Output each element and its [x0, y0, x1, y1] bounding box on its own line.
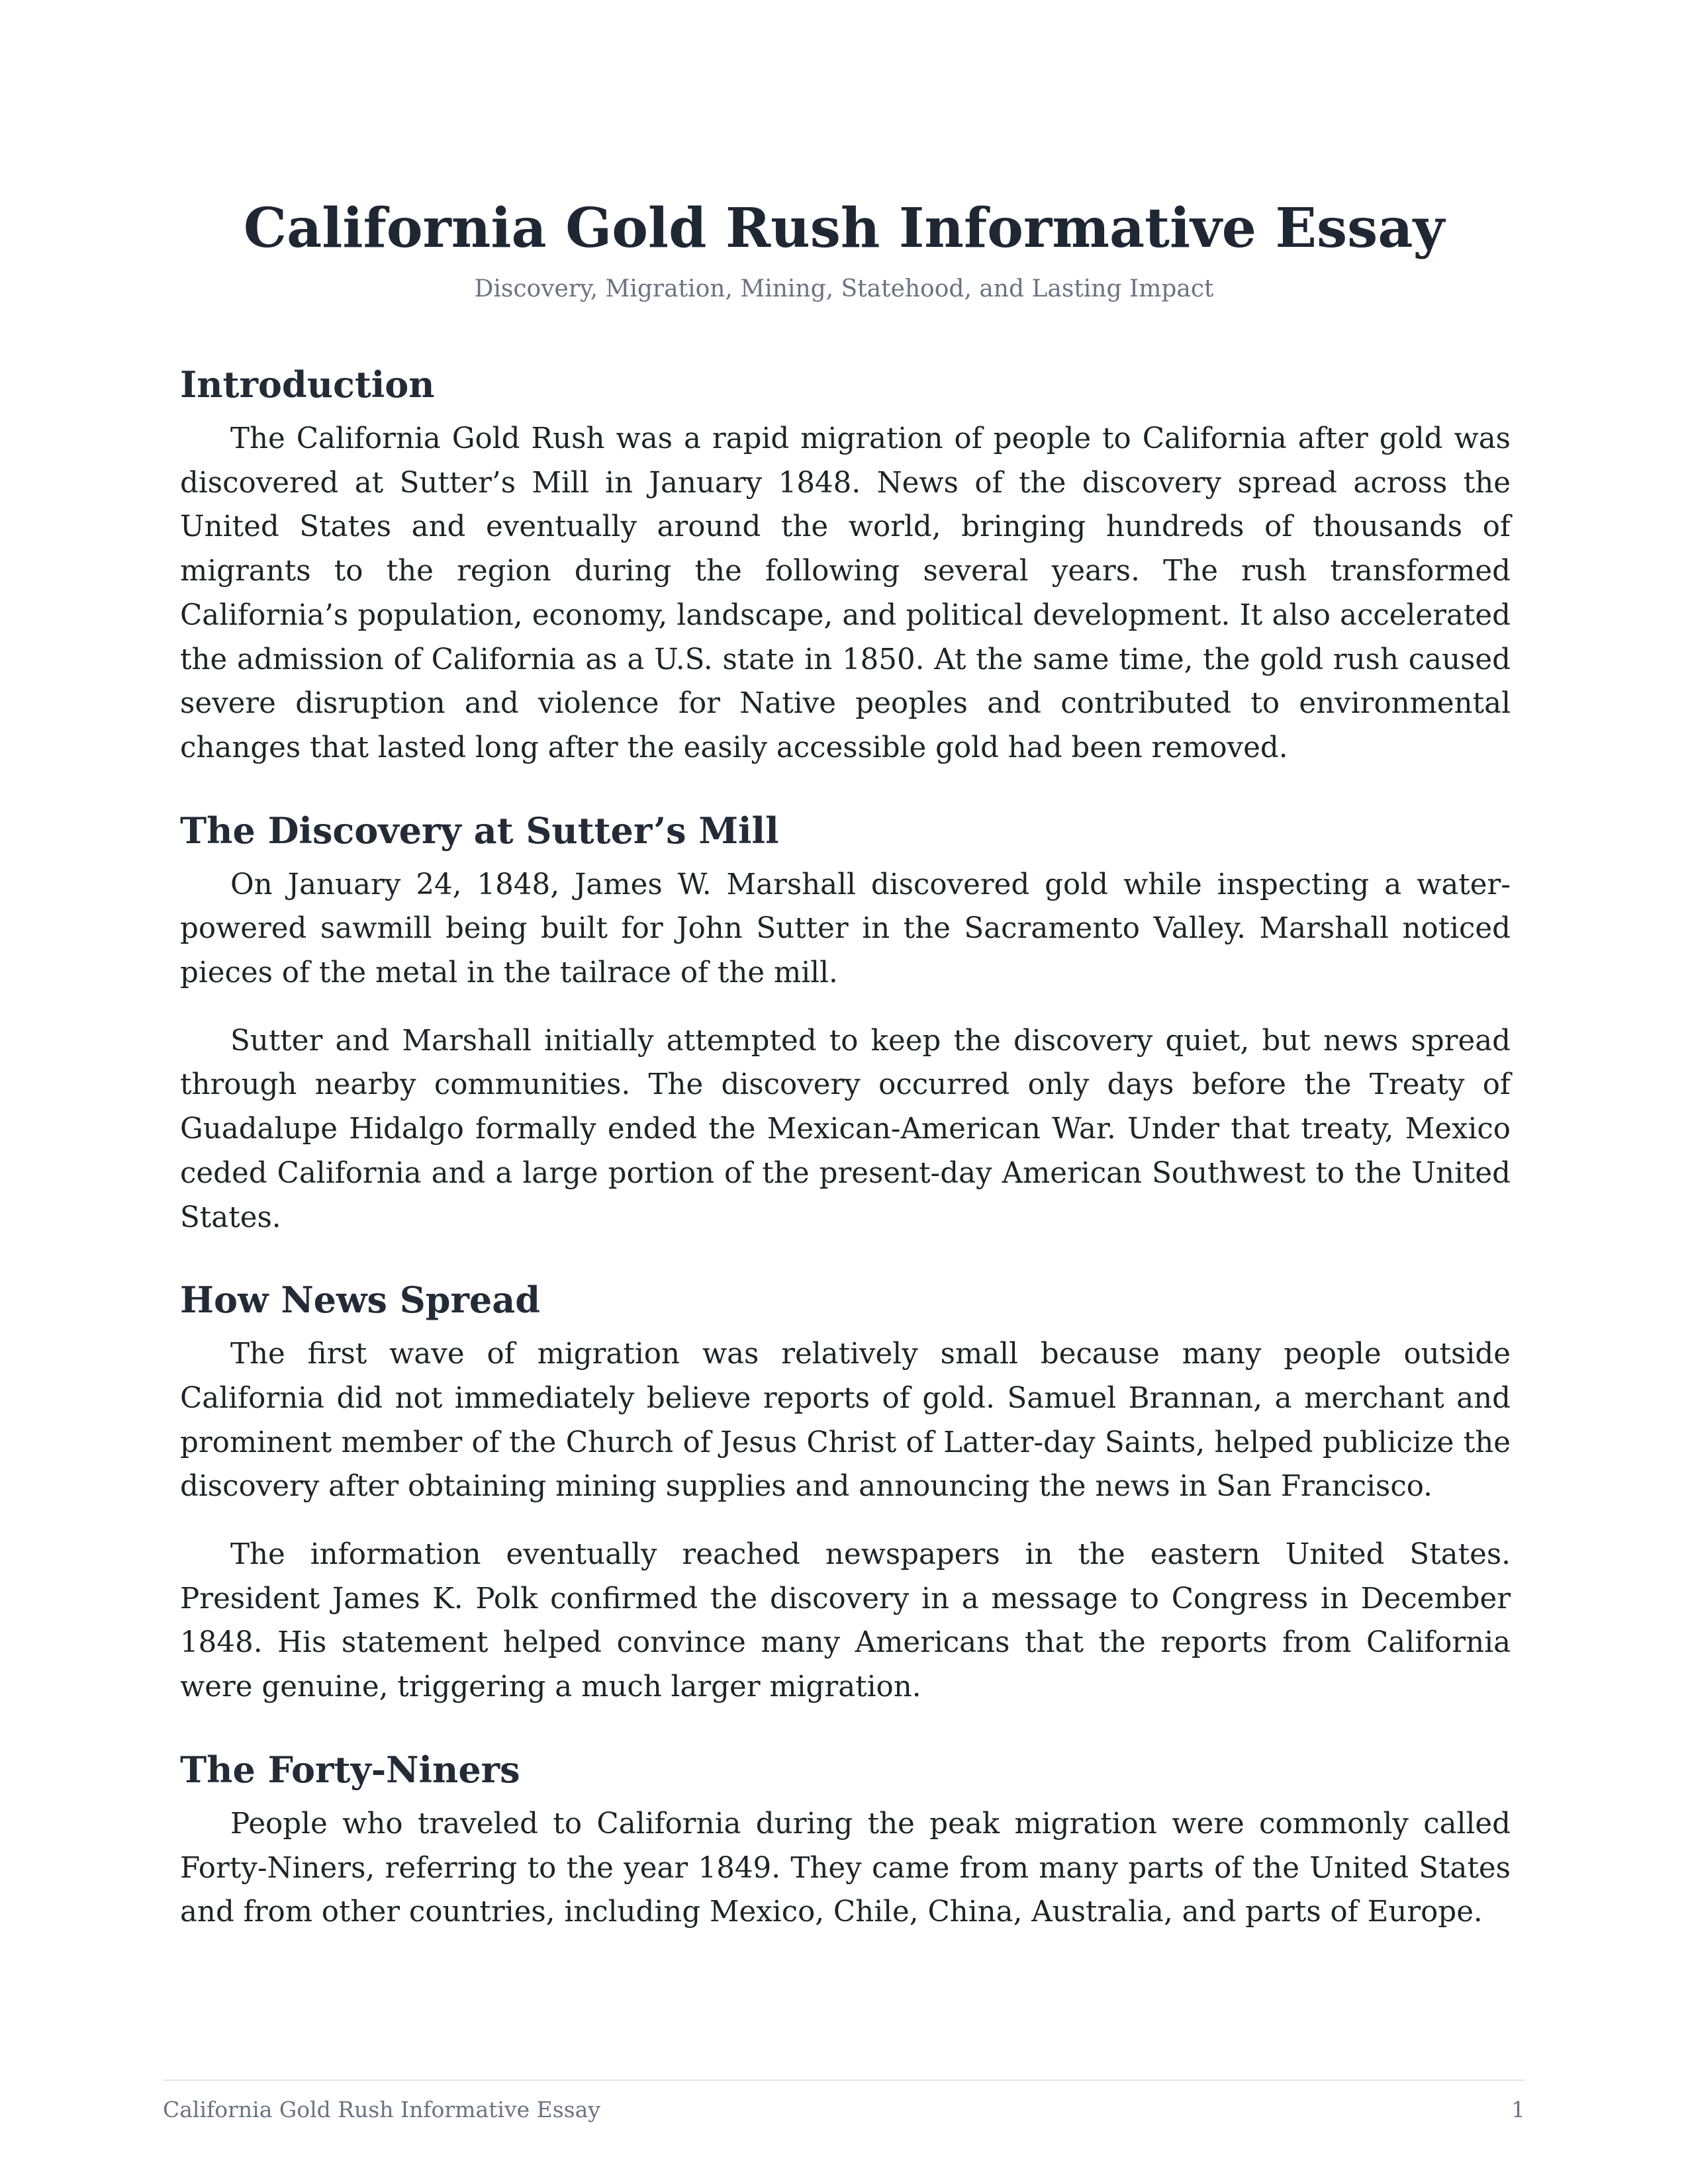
- section-heading: The Discovery at Sutter’s Mill: [180, 809, 779, 852]
- section-introduction: [180, 355, 1511, 770]
- page-number: 1: [1511, 2097, 1525, 2122]
- section-heading: How News Spread: [180, 1279, 541, 1322]
- section-heading: Introduction: [180, 363, 435, 406]
- footer-running-title: California Gold Rush Informative Essay: [163, 2097, 600, 2122]
- section-heading: The Forty-Niners: [180, 1748, 520, 1791]
- section-discovery: [180, 801, 1511, 1240]
- paragraph: The first wave of migration was relatively small because many people outside California did not immediately believe reports of gold. Samuel Brannan, a merchant and prominent member of the Church of Jesus Christ of Latter-day Saints, helped publicize the discovery after obtaining mining supplies and announcing the news in San Francisco.: [180, 1338, 1511, 1504]
- section-news-spread: [180, 1270, 1511, 1709]
- essay-body: [180, 355, 1511, 1958]
- paragraph: The information eventually reached newspapers in the eastern United States. President James K. Polk confirmed the discovery in a message to Congress in December 1848. His statement helped convince many Americans that the reports from California were genuine, triggering a much larger migration.: [180, 1538, 1511, 1704]
- paragraph: On January 24, 1848, James W. Marshall discovered gold while inspecting a water-powered sawmill being built for John Sutter in the Sacramento Valley. Marshall noticed pieces of the metal in the tailrace of the mill.: [180, 868, 1511, 990]
- paragraph: People who traveled to California during the peak migration were commonly called Forty-Niners, referring to the year 1849. They came from many parts of the United States and from other countries, including Mexico, Chile, China, Australia, and parts of Europe.: [180, 1807, 1511, 1929]
- paragraph: The California Gold Rush was a rapid migration of people to California after gold was discovered at Sutter’s Mill in January 1848. News of the discovery spread across the United States and eventually around the world, bringing hundreds of thousands of migrants to the region during the following several years. The rush transformed California’s population, economy, landscape, and political development. It also accelerated the admission of California as a U.S. state in 1850. At the same time, the gold rush caused severe disruption and violence for Native peoples and contributed to environmental changes that lasted long after the easily accessible gold had been removed.: [180, 422, 1511, 764]
- document-subtitle: Discovery, Migration, Mining, Statehood, and Lasting Impact: [474, 275, 1214, 302]
- paragraph: Sutter and Marshall initially attempted to keep the discovery quiet, but news spread through nearby communities. The discovery occurred only days before the Treaty of Guadalupe Hidalgo formally ended the Mexican-American War. Under that treaty, Mexico ceded California and a large portion of the present-day American Southwest to the United States.: [180, 1024, 1511, 1234]
- section-forty-niners: [180, 1740, 1511, 1934]
- footer-divider: [163, 2079, 1525, 2081]
- document-title: California Gold Rush Informative Essay: [243, 197, 1445, 260]
